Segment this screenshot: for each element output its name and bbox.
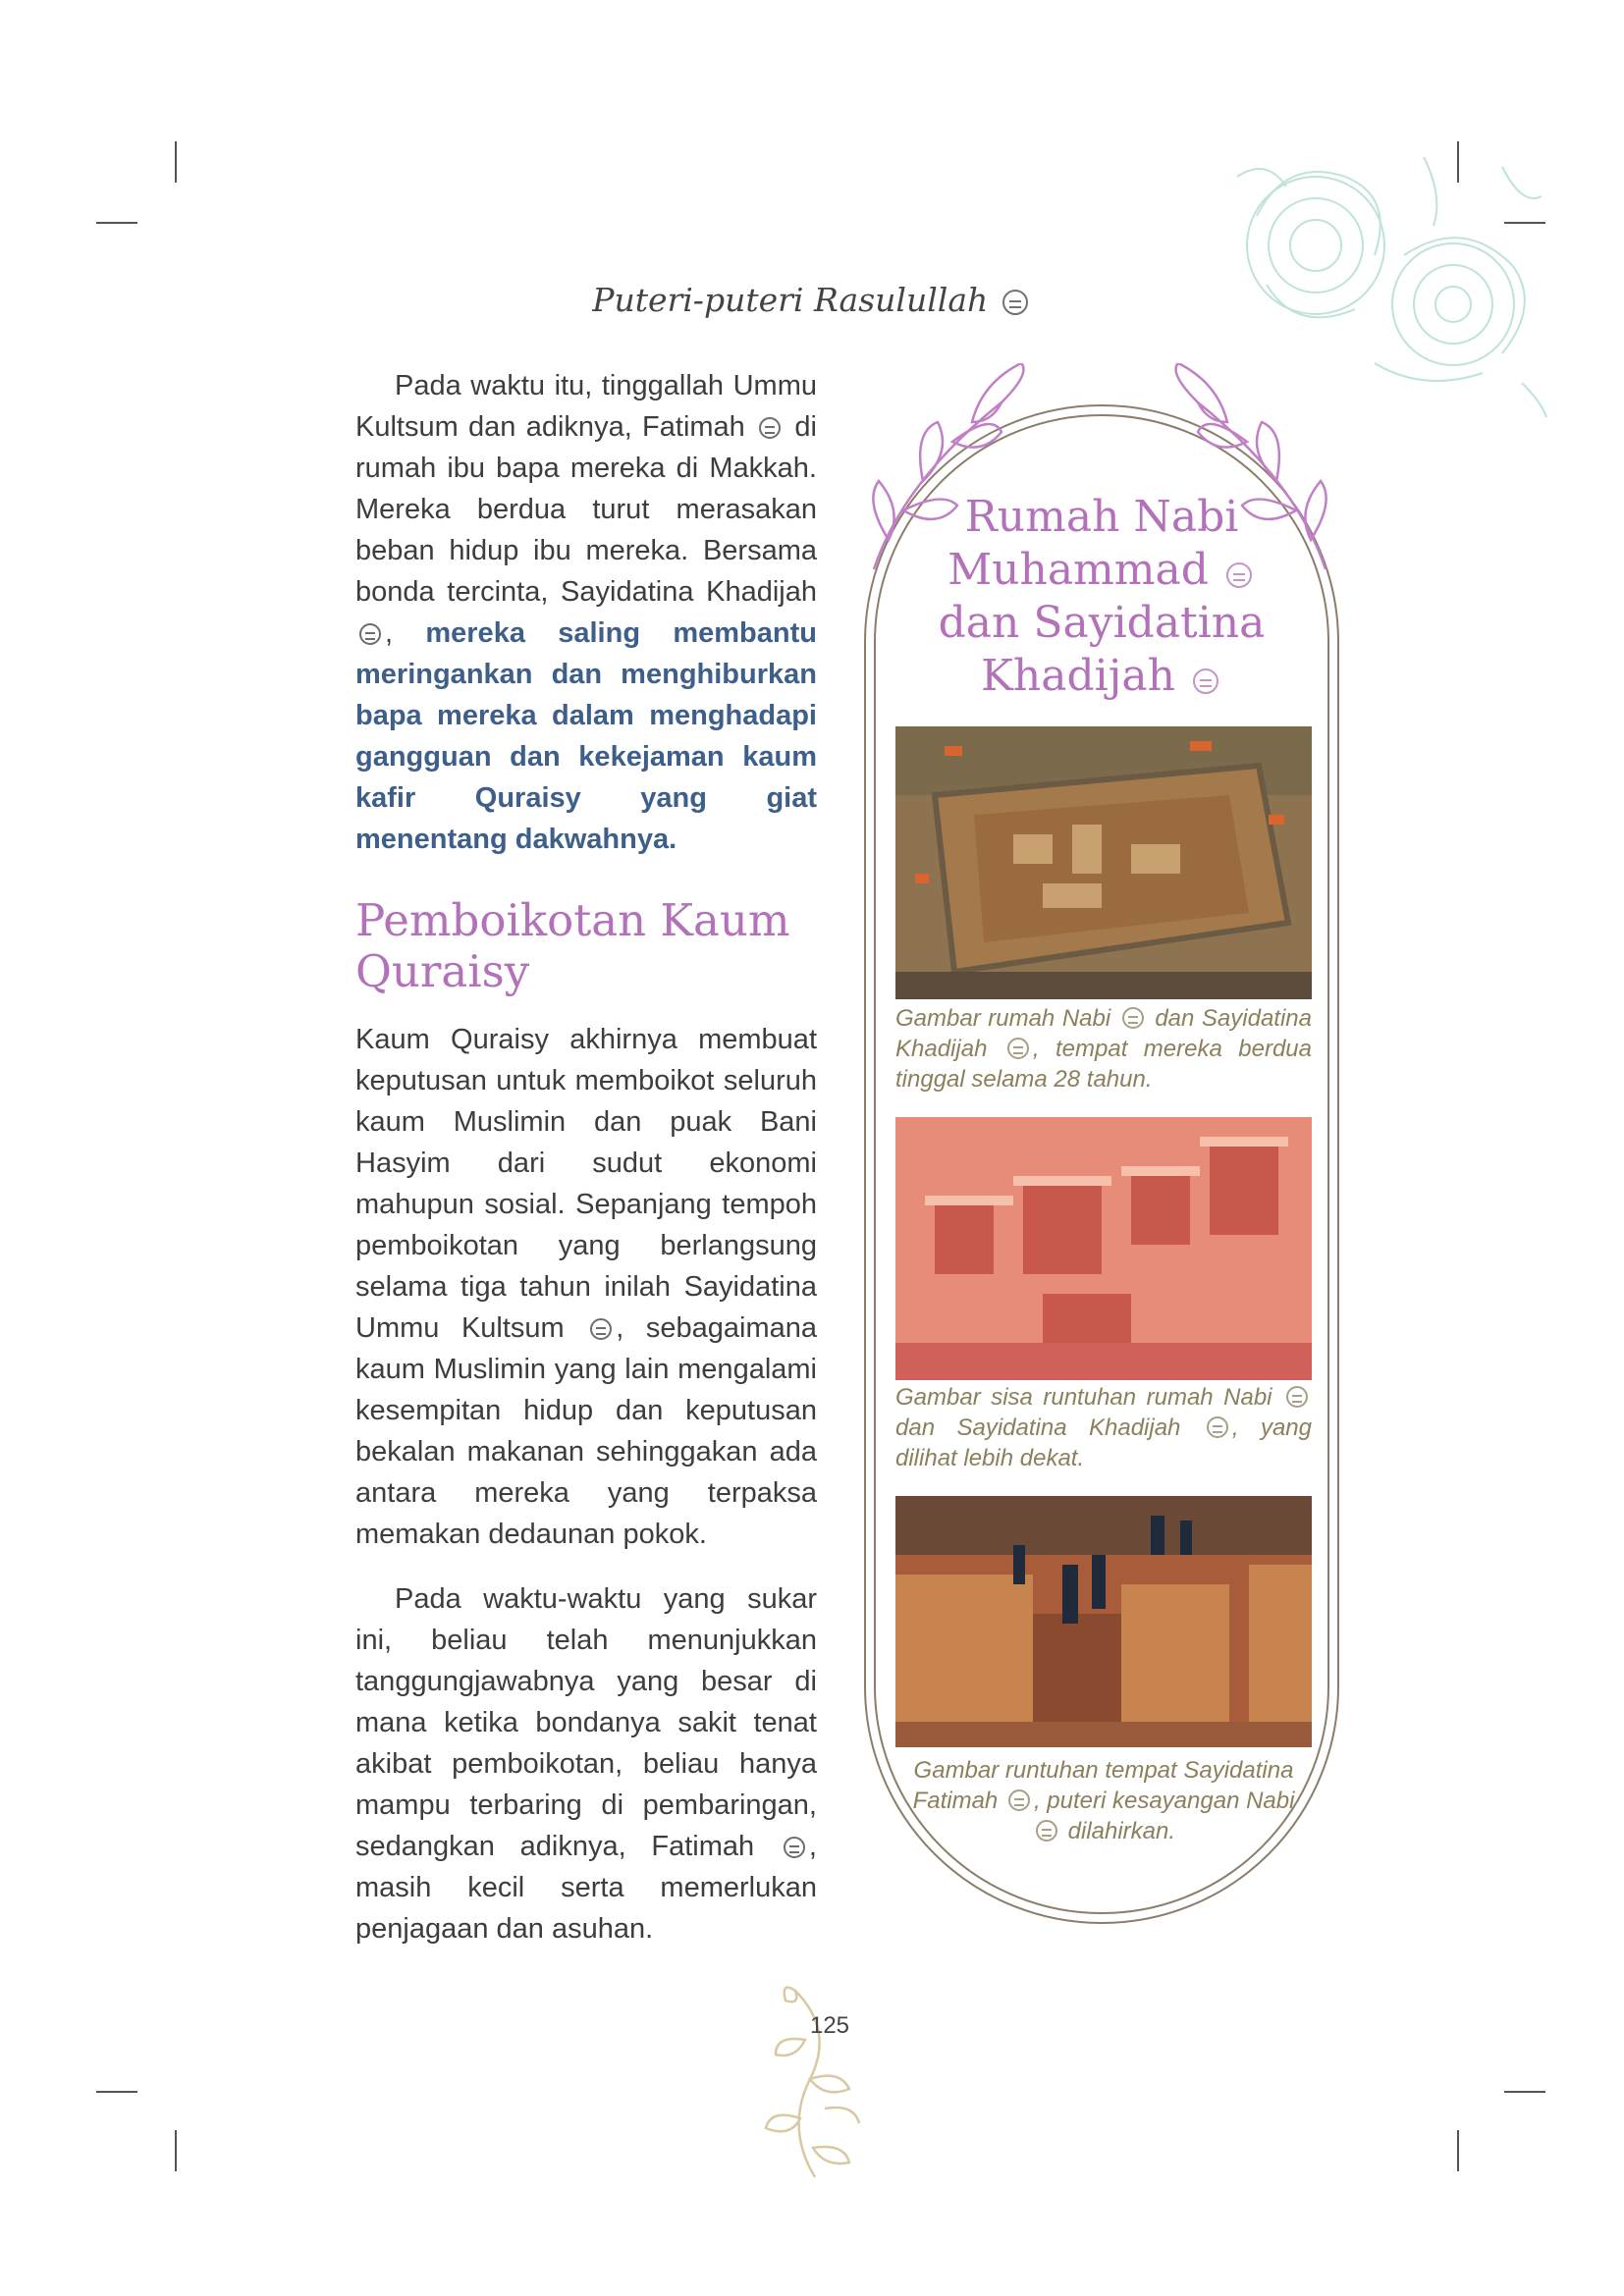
paragraph-text: , sebagaimana kaum Muslimin yang lain mengalami kesempitan hidup dan keputusan bekalan makanan sehinggakan ada antara mereka yang terpaksa memakan dedaunan pokok. xyxy=(355,1312,818,1550)
honorific-icon xyxy=(784,1837,805,1858)
paragraph xyxy=(355,1019,817,1555)
section-heading: Pemboikotan Kaum Quraisy xyxy=(355,894,790,997)
honorific-icon xyxy=(590,1318,612,1340)
honorific-icon xyxy=(1286,1386,1308,1408)
floral-vine-icon xyxy=(756,1981,874,2182)
paragraph-text: , masih kecil serta memerlukan penjagaan dan asuhan. xyxy=(355,1831,817,1945)
main-text-column xyxy=(355,365,817,1949)
paragraph-text: , xyxy=(385,617,426,649)
ruins-closeup-photo xyxy=(895,1117,1312,1380)
page-number: 125 xyxy=(809,2012,850,2039)
honorific-icon xyxy=(1226,562,1252,588)
crop-mark xyxy=(96,2091,137,2093)
honorific-icon xyxy=(1002,290,1028,315)
paragraph-text: Kaum Quraisy akhirnya membuat keputusan untuk memboikot seluruh kaum Muslimin dan puak Bani Hasyim dari sudut ekonomi mahupun sosial. Sepanjang tempoh pemboikotan yang berlangsung selama tiga tahun inilah Sayidatina Ummu Kultsum xyxy=(355,1024,817,1344)
sidebar-title-line: dan Sayidatina Khadijah xyxy=(938,598,1266,701)
running-head xyxy=(0,281,1624,319)
sidebar-title xyxy=(884,491,1320,703)
honorific-icon xyxy=(1007,1038,1029,1059)
crop-mark xyxy=(96,222,137,224)
photo-caption: Gambar runtuhan tempat Sayidatina Fatimah , puteri kesayangan Nabi dilahirkan. xyxy=(912,1757,1295,1844)
birthplace-ruins-photo xyxy=(895,1496,1312,1747)
paragraph-text: di rumah ibu bapa mereka di Makkah. Mereka berdua turut merasakan beban hidup ibu mereka. Bersama bonda tercinta, Sayidatina Khadijah xyxy=(355,411,817,608)
photo-caption: Gambar rumah Nabi dan Sayidatina Khadijah , tempat mereka berdua tinggal selama 28 tahun. xyxy=(895,1005,1312,1093)
emphasis-text: mereka saling membantu meringankan dan menghiburkan bapa mereka dalam menghadapi gangguan dan kekejaman kaum kafir Quraisy yang giat menentang dakwahnya. xyxy=(355,617,817,855)
paragraph-text: Pada waktu itu, tinggallah Ummu Kultsum dan adiknya, Fatimah xyxy=(355,370,817,443)
honorific-icon xyxy=(1036,1820,1057,1842)
paragraph xyxy=(355,365,817,860)
crop-mark xyxy=(175,141,177,183)
honorific-icon xyxy=(359,623,381,645)
honorific-icon xyxy=(1193,668,1218,694)
crop-mark xyxy=(175,2130,177,2171)
crop-mark xyxy=(1457,2130,1459,2171)
paragraph xyxy=(355,1578,817,1949)
crop-mark xyxy=(1504,2091,1545,2093)
honorific-icon xyxy=(1207,1416,1228,1438)
honorific-icon xyxy=(759,417,781,439)
paragraph-text: Pada waktu-waktu yang sukar ini, beliau telah menunjukkan tanggungjawabnya yang besar di mana ketika bondanya sakit tenat akibat pemboikotan, beliau hanya mampu terbaring di pembaringan, sedangkan adiknya, Fatimah xyxy=(355,1583,817,1862)
photo-caption: Gambar sisa runtuhan rumah Nabi dan Sayidatina Khadijah , yang dilihat lebih dekat. xyxy=(895,1384,1312,1471)
honorific-icon xyxy=(1008,1789,1030,1811)
excavation-site-photo xyxy=(895,726,1312,999)
running-title: Puteri-puteri Rasulullah xyxy=(592,281,989,319)
sidebar-title-line: Rumah Nabi Muhammad xyxy=(884,491,1320,597)
honorific-icon xyxy=(1122,1007,1144,1029)
